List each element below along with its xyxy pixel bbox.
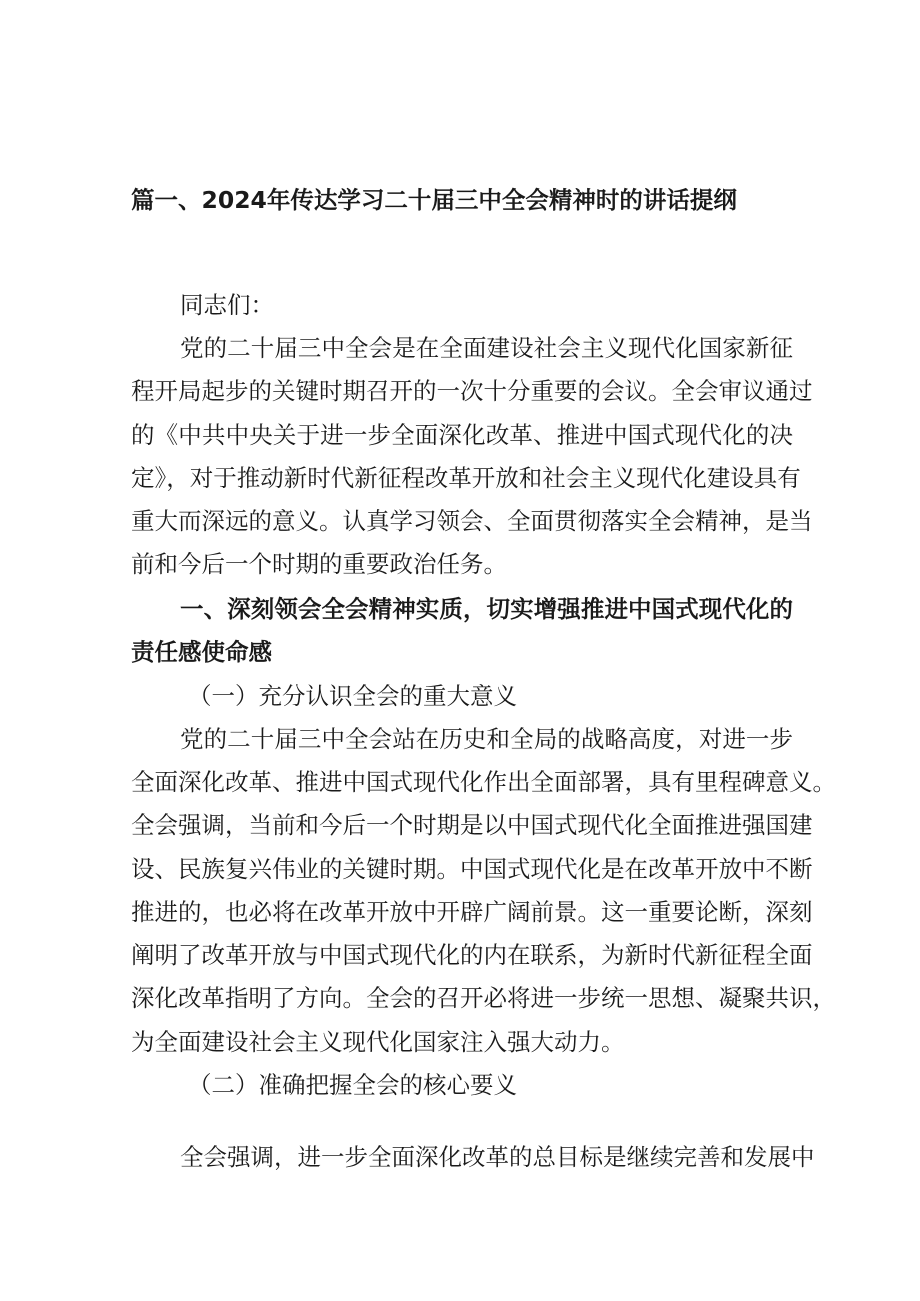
intro-line-3: 的《中共中央关于进一步全面深化改革、推进中国式现代化的决	[131, 421, 793, 449]
subsection-1-title: （一）充分认识全会的重大意义	[188, 682, 517, 710]
sub1-line-5: 推进的，也必将在改革开放中开辟广阔前景。这一重要论断，深刻	[131, 898, 813, 926]
intro-line-6: 前和今后一个时期的重要政治任务。	[131, 550, 507, 578]
subsection-2-title: （二）准确把握全会的核心要义	[188, 1071, 517, 1099]
greeting: 同志们：	[180, 291, 274, 319]
sub1-line-2: 全面深化改革、推进中国式现代化作出全面部署，具有里程碑意义。	[131, 768, 836, 796]
intro-line-2: 程开局起步的关键时期召开的一次十分重要的会议。全会审议通过	[131, 377, 813, 405]
sub1-line-7: 深化改革指明了方向。全会的召开必将进一步统一思想、凝聚共识，	[131, 984, 836, 1012]
sub1-line-1: 党的二十届三中全会站在历史和全局的战略高度，对进一步	[180, 725, 793, 753]
intro-line-5: 重大而深远的意义。认真学习领会、全面贯彻落实全会精神，是当	[131, 507, 813, 535]
document-title: 篇一、2024年传达学习二十届三中全会精神时的讲话提纲	[131, 186, 737, 214]
sub1-line-8: 为全面建设社会主义现代化国家注入强大动力。	[131, 1028, 625, 1056]
section-heading-line-2: 责任感使命感	[131, 638, 272, 666]
sub1-line-4: 设、民族复兴伟业的关键时期。中国式现代化是在改革开放中不断	[131, 855, 813, 883]
sub1-line-3: 全会强调，当前和今后一个时期是以中国式现代化全面推进强国建	[131, 811, 813, 839]
sub1-line-6: 阐明了改革开放与中国式现代化的内在联系，为新时代新征程全面	[131, 941, 813, 969]
intro-line-4: 定》，对于推动新时代新征程改革开放和社会主义现代化建设具有	[131, 464, 801, 492]
intro-line-1: 党的二十届三中全会是在全面建设社会主义现代化国家新征	[180, 334, 793, 362]
section-heading-line-1: 一、深刻领会全会精神实质，切实增强推进中国式现代化的	[180, 595, 793, 623]
sub2-line-1: 全会强调，进一步全面深化改革的总目标是继续完善和发展中	[180, 1143, 815, 1171]
